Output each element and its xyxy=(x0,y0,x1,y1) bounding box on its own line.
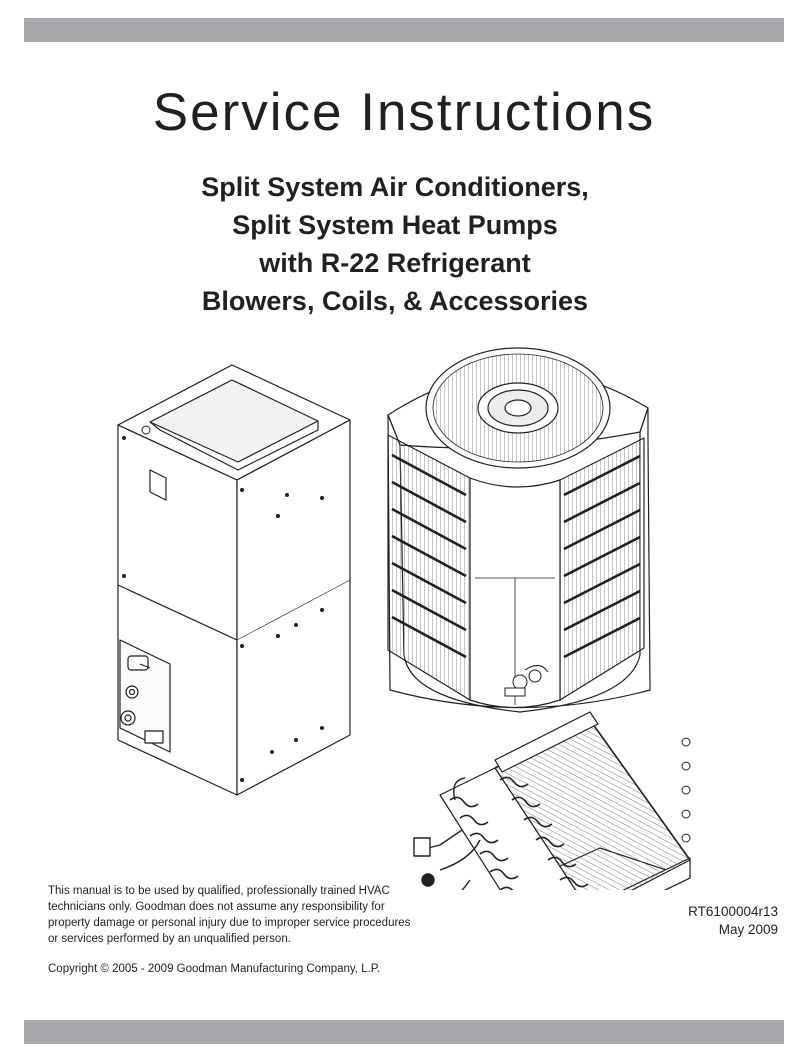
subtitle-line-4: Blowers, Coils, & Accessories xyxy=(201,286,589,316)
subtitle-line-1: Split System Air Conditioners, xyxy=(201,172,589,202)
disclaimer-text: This manual is to be used by qualified, professionally trained HVAC technicians only. Goodman does not assume any responsibility for property damage or personal injury due to improper service procedures or services performed by an unqualified person. xyxy=(48,885,411,945)
product-subtitle xyxy=(0,168,790,320)
top-decorative-bar xyxy=(24,18,784,42)
document-reference xyxy=(688,903,778,939)
subtitle-line-3: with R-22 Refrigerant xyxy=(259,248,531,278)
document-number: RT6100004r13 xyxy=(688,904,778,919)
subtitle-line-2: Split System Heat Pumps xyxy=(232,210,558,240)
document-date: May 2009 xyxy=(718,922,778,937)
evaporator-coil-illustration xyxy=(414,712,690,890)
page-title: Service Instructions xyxy=(152,83,656,142)
product-illustrations xyxy=(0,330,808,890)
copyright-notice: Copyright © 2005 - 2009 Goodman Manufacturing Company, L.P. xyxy=(48,963,381,975)
bottom-decorative-bar xyxy=(24,1020,784,1044)
air-handler-illustration xyxy=(118,365,350,795)
condensing-unit-illustration xyxy=(388,348,650,712)
